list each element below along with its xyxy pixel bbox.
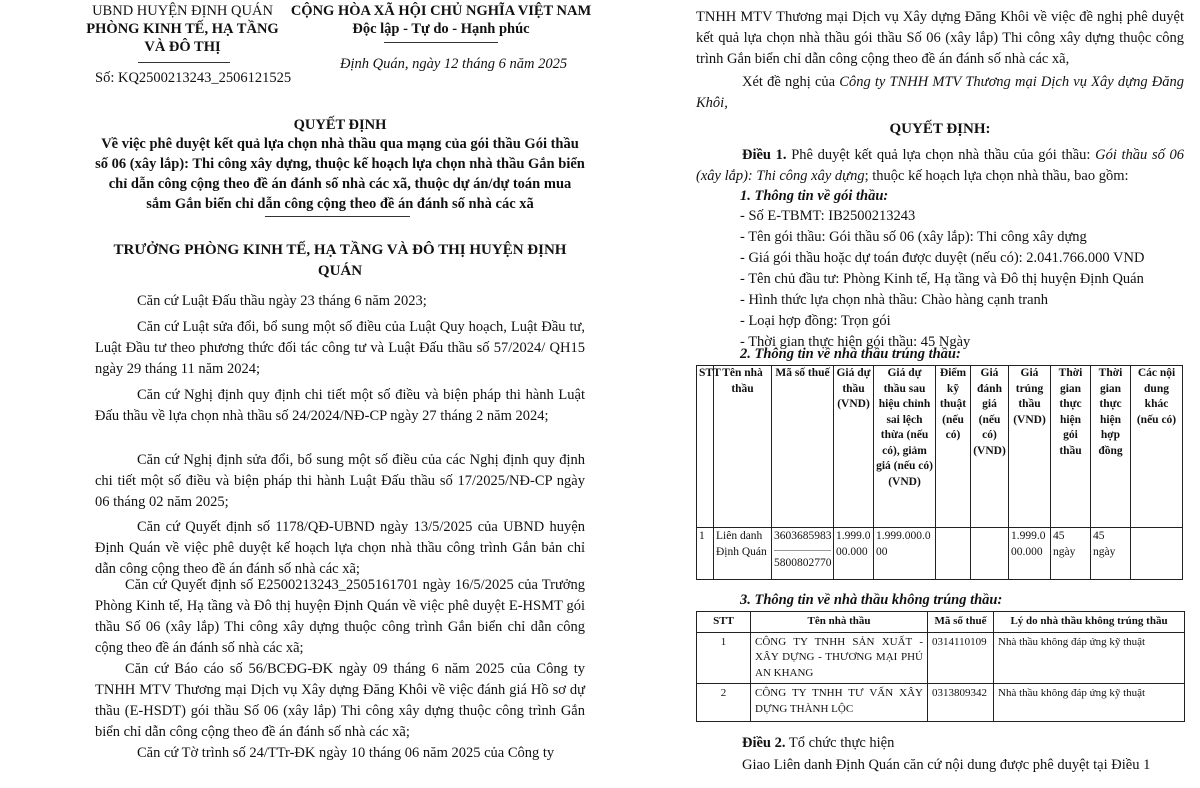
col-stt: STT: [697, 366, 714, 528]
winner-bid-price: 1.999.000.000: [834, 528, 874, 580]
table-row: [697, 684, 1185, 722]
col-tax-code: Mã số thuế: [772, 366, 834, 528]
nation-line-1: CỘNG HÒA XÃ HỘI CHỦ NGHĨA VIỆT NAM: [290, 3, 592, 19]
non-winner-table: [696, 611, 1185, 722]
article-1-label: Điều 1.: [742, 147, 787, 163]
winner-table-header: [697, 366, 1183, 528]
article-1-text: Phê duyệt kết quả lựa chọn nhà thầu của gói thầu:: [786, 147, 1096, 163]
article-1: [696, 145, 1184, 187]
winner-evaluated-price: [971, 528, 1009, 580]
article-2: [742, 733, 894, 754]
loser-name: CÔNG TY TNHH SẢN XUẤT - XÂY DỰNG - THƯƠNG MẠI PHÚ AN KHANG: [751, 632, 928, 684]
info-selection-method: - Hình thức lựa chọn nhà thầu: Chào hàng cạnh tranh: [740, 292, 1049, 308]
article-1-tail: ; thuộc kế hoạch lựa chọn nhà thầu, bao gồm:: [864, 168, 1129, 184]
basis-paragraph-7: Căn cứ Báo cáo số 56/BCĐG-ĐK ngày 09 tháng 6 năm 2025 của Công ty TNHH MTV Thương mại Dịch vụ Xây dựng Đăng Khôi về việc đánh giá Hồ sơ dự thầu (E-HSDT) gói thầu Số 06 (xây lắp) Thi công xây dựng thuộc công trình Gắn biển chỉ dẫn công cộng theo đề án đánh số nhà các xã;: [95, 661, 585, 740]
right-page: [600, 0, 1200, 788]
continued-paragraph: TNHH MTV Thương mại Dịch vụ Xây dựng Đăng Khôi về việc đề nghị phê duyệt kết quả lựa chọn nhà thầu gói thầu Số 06 (xây lắp) Thi công xây dựng thuộc công trình Gắn biển chỉ dẫn công cộng theo đề án đánh số nhà các xã,: [696, 9, 1184, 67]
article-2-body: Giao Liên danh Định Quán căn cứ nội dung được phê duyệt tại Điều 1: [742, 757, 1151, 773]
basis-paragraph-8: Căn cứ Tờ trình số 24/TTr-ĐK ngày 10 tháng 06 năm 2025 của Công ty: [137, 745, 555, 761]
winner-other: [1131, 528, 1183, 580]
agency-line-1: UBND HUYỆN ĐỊNH QUÁN: [92, 3, 273, 19]
winner-tech-score: [936, 528, 971, 580]
article-2-label: Điều 2.: [742, 735, 786, 751]
loser-stt: 2: [697, 684, 751, 722]
package-info-list: [740, 206, 1190, 353]
winner-package-time: 45 ngày: [1051, 528, 1091, 580]
col-adjusted-price: Giá dự thầu sau hiệu chỉnh sai lệch thừa (nếu có), giảm giá (nếu có) (VND): [874, 366, 936, 528]
col-package-time: Thời gian thực hiện gói thầu: [1051, 366, 1091, 528]
basis-paragraph-6: Căn cứ Quyết định số E2500213243_2505161701 ngày 16/5/2025 của Trưởng Phòng Kinh tế, Hạ tầng và Đô thị huyện Định Quán về việc phê duyệt E-HSMT gói thầu Số 06 (xây lắp) Thi công xây dựng thuộc công trình Gắn biển chỉ dẫn công cộng theo đề án đánh số nhà các xã;: [95, 577, 585, 656]
nation-underline: [384, 42, 498, 43]
loser-reason: Nhà thầu không đáp ứng kỹ thuật: [994, 684, 1185, 722]
winner-name: Liên danh Định Quán: [714, 528, 772, 580]
winner-stt: 1: [697, 528, 714, 580]
consideration-lead: Xét đề nghị của: [742, 74, 840, 90]
basis-paragraph-5: Căn cứ Quyết định số 1178/QĐ-UBND ngày 13/5/2025 của UBND huyện Định Quán về việc phê duyệt kế hoạch lựa chọn nhà thầu công trình Gắn bản chỉ dẫn công cộng theo đề án đánh số nhà các xã;: [95, 519, 585, 577]
agency-underline: [138, 62, 230, 63]
loser-name: CÔNG TY TNHH TƯ VẤN XÂY DỰNG THÀNH LỘC: [751, 684, 928, 722]
winner-tax-code-1: 3603685983: [774, 530, 832, 542]
winner-adjusted-price: 1.999.000.000: [874, 528, 936, 580]
info-package-price: - Giá gói thầu hoặc dự toán được duyệt (nếu có): 2.041.766.000 VND: [740, 250, 1145, 266]
table-row: [697, 528, 1183, 580]
info-investor: - Tên chủ đầu tư: Phòng Kinh tế, Hạ tầng và Đô thị huyện Định Quán: [740, 271, 1144, 287]
non-winner-table-header: [697, 612, 1185, 633]
info-package-name: - Tên gói thầu: Gói thầu số 06 (xây lắp): Thi công xây dựng: [740, 229, 1087, 245]
winner-contract-time: 45 ngày: [1091, 528, 1131, 580]
loser-reason: Nhà thầu không đáp ứng kỹ thuật: [994, 632, 1185, 684]
winner-award-price: 1.999.000.000: [1009, 528, 1051, 580]
subject-underline: [265, 216, 410, 217]
section-2-title: 2. Thông tin về nhà thầu trúng thầu:: [740, 346, 961, 362]
col-stt: STT: [697, 612, 751, 633]
loser-tax-code: 0313809342: [928, 684, 994, 722]
loser-tax-code: 0314110109: [928, 632, 994, 684]
col-tech-score: Điểm kỹ thuật (nếu có): [936, 366, 971, 528]
col-other: Các nội dung khác (nếu có): [1131, 366, 1183, 528]
basis-paragraph-4: Căn cứ Nghị định sửa đổi, bổ sung một số điều của các Nghị định quy định chi tiết một số điều và biện pháp thi hành Luật Đấu thầu số 17/2025/NĐ-CP ngày 06 tháng 02 năm 2025;: [95, 452, 585, 510]
agency-line-2: PHÒNG KINH TẾ, HẠ TẦNG: [86, 21, 279, 37]
nation-motto: Độc lập - Tự do - Hạnh phúc: [352, 21, 530, 37]
decision-subject: Về việc phê duyệt kết quả lựa chọn nhà thầu qua mạng của gói thầu Gói thầu số 06 (xây lắp): Thi công xây dựng, thuộc kế hoạch lựa chọn nhà thầu Gắn biển chỉ dẫn công cộng theo đề án đánh số nhà các xã, thuộc dự án/dự toán mua sắm Gắn biển chỉ dẫn công cộng theo đề án đánh số nhà các xã: [95, 136, 585, 212]
table-row: [697, 632, 1185, 684]
decision-title: QUYẾT ĐỊNH: [293, 117, 387, 133]
col-tax-code: Mã số thuế: [928, 612, 994, 633]
col-reason: Lý do nhà thầu không trúng thầu: [994, 612, 1185, 633]
authority-title: TRƯỞNG PHÒNG KINH TẾ, HẠ TẦNG VÀ ĐÔ THỊ HUYỆN ĐỊNH QUÁN: [113, 242, 567, 279]
issuing-agency: [80, 2, 285, 56]
doc-number: Số: KQ2500213243_2506121525: [95, 70, 292, 86]
winner-tax-codes: [772, 528, 834, 580]
winner-table: [696, 365, 1183, 580]
article-2-text: Tổ chức thực hiện: [785, 735, 895, 751]
info-duration: - Thời gian thực hiện gói thầu: 45 Ngày: [740, 334, 971, 350]
consideration-paragraph: [696, 72, 1184, 114]
section-3-title: 3. Thông tin về nhà thầu không trúng thầu:: [740, 592, 1003, 608]
agency-line-3: VÀ ĐÔ THỊ: [144, 39, 221, 55]
consideration-company: Công ty TNHH MTV Thương mại Dịch vụ Xây dựng Đăng Khôi,: [696, 74, 1184, 111]
info-tbmt: - Số E-TBMT: IB2500213243: [740, 208, 916, 224]
col-evaluated-price: Giá đánh giá (nếu có) (VND): [971, 366, 1009, 528]
decide-title: QUYẾT ĐỊNH:: [889, 121, 991, 137]
basis-paragraph-2: Căn cứ Luật sửa đổi, bổ sung một số điều của Luật Quy hoạch, Luật Đầu tư, Luật Đầu tư theo phương thức đối tác công tư và Luật Đấu thầu số 57/2024/ QH15 ngày 29 tháng 11 năm 2024;: [95, 319, 585, 377]
col-contract-time: Thời gian thực hiện hợp đồng: [1091, 366, 1131, 528]
section-1-title: 1. Thông tin về gói thầu:: [740, 188, 889, 204]
basis-paragraph-3: Căn cứ Nghị định quy định chi tiết một số điều và biện pháp thi hành Luật Đấu thầu về lựa chọn nhà thầu số 24/2024/NĐ-CP ngày 27 tháng 2 năm 2024;: [95, 387, 585, 424]
basis-paragraph-1: Căn cứ Luật Đấu thầu ngày 23 tháng 6 năm 2023;: [137, 293, 427, 309]
winner-tax-code-2: 5800802770: [774, 550, 831, 571]
info-contract-type: - Loại hợp đồng: Trọn gói: [740, 313, 891, 329]
national-header: [282, 2, 600, 38]
col-bidder-name: Tên nhà thầu: [751, 612, 928, 633]
article-1-package: Gói thầu số 06 (xây lắp): Thi công xây dựng: [696, 147, 1185, 184]
col-bid-price: Giá dự thầu (VND): [834, 366, 874, 528]
col-bidder-name: Tên nhà thầu: [714, 366, 772, 528]
col-award-price: Giá trúng thầu (VND): [1009, 366, 1051, 528]
loser-stt: 1: [697, 632, 751, 684]
place-date: Định Quán, ngày 12 tháng 6 năm 2025: [340, 56, 568, 72]
